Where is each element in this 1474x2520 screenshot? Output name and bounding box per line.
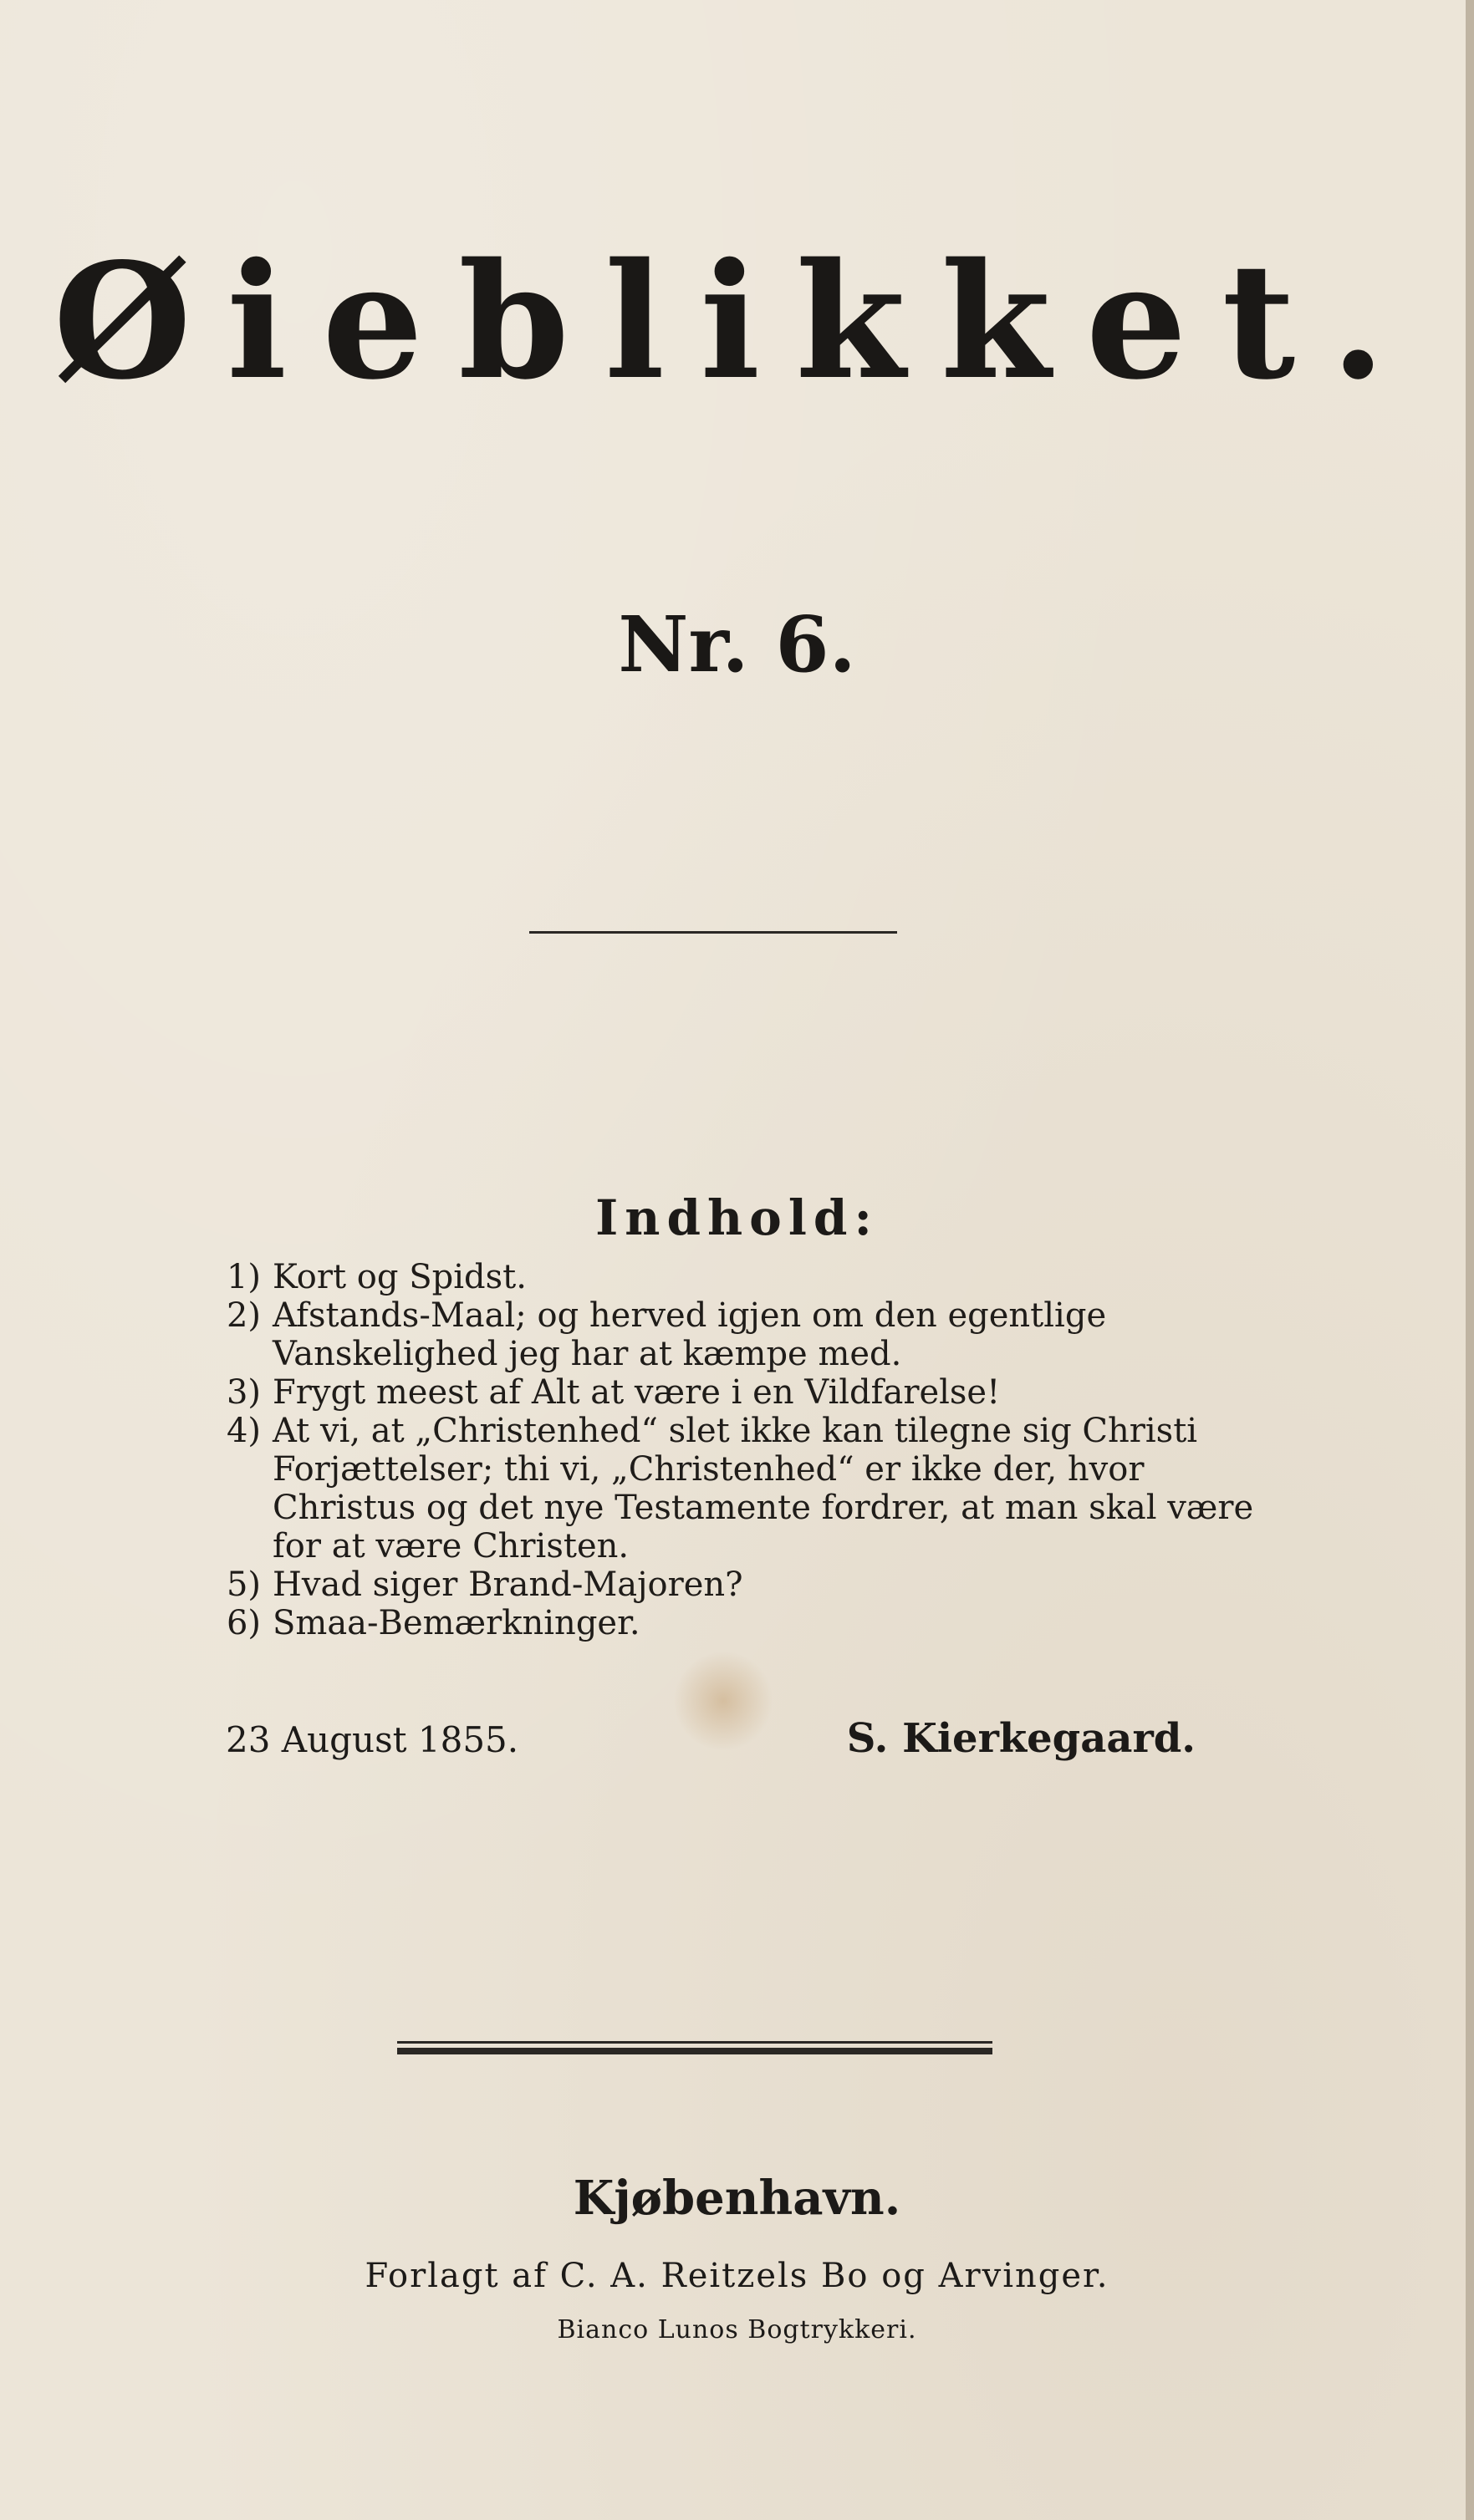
toc-item-number: 3) <box>226 1373 261 1412</box>
toc-item-number: 5) <box>226 1565 261 1604</box>
dateline <box>226 1715 1196 1762</box>
toc-item-text: Kort og Spidst. <box>273 1258 527 1296</box>
toc-item-text: Frygt meest af Alt at være i en Vildfarelse! <box>273 1373 1001 1412</box>
author-name: S. Kierkegaard. <box>846 1715 1196 1762</box>
imprint-printer: Bianco Lunos Bogtrykkeri. <box>557 2315 917 2344</box>
toc-item <box>201 1373 1288 1412</box>
double-rule <box>397 2041 992 2054</box>
toc-item <box>201 1565 1288 1604</box>
imprint-city: Kjøbenhavn. <box>573 2171 901 2226</box>
journal-title: Øieblikket. <box>53 228 1421 415</box>
toc-item <box>201 1258 1288 1296</box>
divider-rule <box>529 931 897 934</box>
toc-item-number: 6) <box>226 1604 261 1642</box>
issue-number: Nr. 6. <box>618 599 856 690</box>
toc-item-number: 2) <box>226 1296 261 1335</box>
contents-heading: Indhold: <box>595 1189 879 1246</box>
table-of-contents <box>201 1258 1288 1642</box>
toc-item-text: Afstands-Maal; og herved igjen om den egentlige Vanskelighed jeg har at kæmpe med. <box>273 1296 1107 1373</box>
toc-item <box>201 1604 1288 1642</box>
toc-item-text: Smaa-Bemærkninger. <box>273 1604 640 1642</box>
toc-item-number: 1) <box>226 1258 261 1296</box>
toc-item <box>201 1412 1288 1565</box>
imprint-publisher: Forlagt af C. A. Reitzels Bo og Arvinger. <box>365 2257 1109 2295</box>
toc-item-text: Hvad siger Brand-Majoren? <box>273 1565 743 1604</box>
toc-item-number: 4) <box>226 1412 261 1450</box>
toc-item-text: At vi, at „Christenhed“ slet ikke kan tilegne sig Christi Forjættelser; thi vi, „Christenhed“ er ikke der, hvor Christus og det nye Testamente fordrer, at man skal være for at være Christen. <box>273 1412 1254 1565</box>
toc-item <box>201 1296 1288 1373</box>
issue-date: 23 August 1855. <box>226 1719 519 1760</box>
